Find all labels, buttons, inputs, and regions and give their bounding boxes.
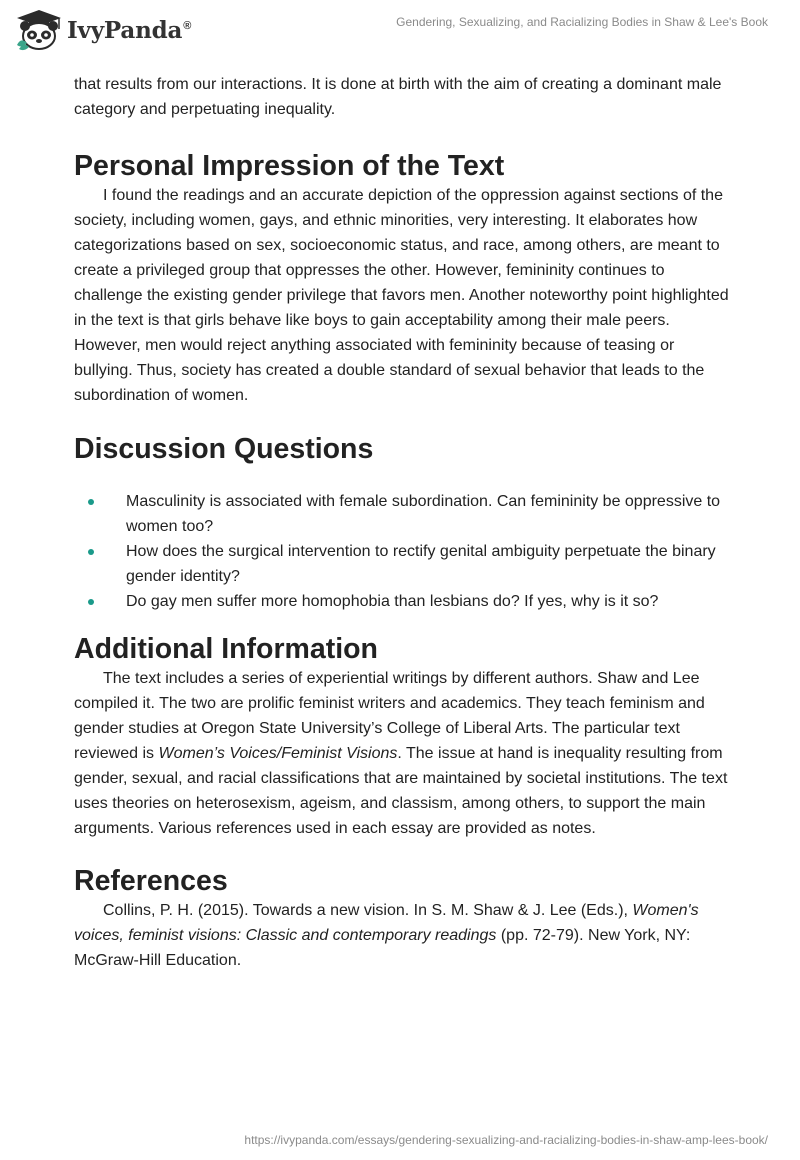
list-item-text: Masculinity is associated with female subordination. Can femininity be oppressive to women too? [126, 493, 721, 535]
list-item-text: Do gay men suffer more homophobia than lesbians do? If yes, why is it so? [126, 593, 659, 610]
discussion-questions-list [74, 489, 734, 614]
heading-references: References [74, 865, 228, 897]
list-item [74, 539, 734, 589]
logo-text: IvyPanda® [67, 16, 192, 44]
heading-personal-impression: Personal Impression of the Text [74, 150, 505, 182]
personal-impression-paragraph: I found the readings and an accurate depiction of the oppression against sections of the society, including women, gays, and ethnic minorities, very interesting. It elaborates how categorizations based on sex, socioeconomic status, and race, among others, are meant to create a privileged group that oppresses the other. However, femininity continues to challenge the existing gender privilege that favors men. Another noteworthy point highlighted in the text is that girls behave like boys to gain acceptability among their male peers. However, men would reject anything associated with femininity because of teasing or bullying. Thus, society has created a double standard of sexual behavior that leads to the subordination of women. [74, 187, 729, 404]
source-url[interactable]: https://ivypanda.com/essays/gendering-sexualizing-and-racializing-bodies-in-shaw-amp-lees-book/ [244, 1133, 768, 1147]
reference-entry: Collins, P. H. (2015). Towards a new vision. In S. M. Shaw & J. Lee (Eds.), Women's voices, feminist visions: Classic and contemporary readings (pp. 72-79). New York, NY: McGraw-Hill Education. [74, 902, 699, 969]
list-item [74, 589, 734, 614]
list-item-text: How does the surgical intervention to rectify genital ambiguity perpetuate the binary gender identity? [126, 543, 716, 585]
dot-bullet-icon [88, 599, 94, 605]
dot-bullet-icon [88, 499, 94, 505]
intro-paragraph: that results from our interactions. It is done at birth with the aim of creating a dominant male category and perpetuating inequality. [74, 76, 722, 118]
page-header [0, 0, 800, 60]
article-content [74, 72, 734, 973]
ivypanda-logo[interactable] [15, 9, 191, 51]
book-title-italic: Women’s Voices/Feminist Visions [158, 745, 398, 762]
heading-discussion-questions: Discussion Questions [74, 433, 374, 465]
list-item [74, 489, 734, 539]
heading-additional-information: Additional Information [74, 633, 378, 665]
panda-graduation-cap-icon [15, 9, 63, 51]
document-title: Gendering, Sexualizing, and Racializing Bodies in Shaw & Lee's Book [396, 15, 768, 29]
additional-information-paragraph: The text includes a series of experiential writings by different authors. Shaw and Lee compiled it. The two are prolific feminist writers and academics. They teach feminism and gender studies at Oregon State University’s College of Liberal Arts. The particular text reviewed is Women’s Voices/Feminist Visions. The issue at hand is inequality resulting from gender, sexual, and racial classifications that are maintained by societal institutions. The text uses theories on heterosexism, ageism, and classism, among others, to support the main arguments. Various references used in each essay are provided as notes. [74, 670, 728, 837]
reference-book-title-italic: Women's voices, feminist visions: Classic and contemporary readings [74, 902, 699, 944]
dot-bullet-icon [88, 549, 94, 555]
